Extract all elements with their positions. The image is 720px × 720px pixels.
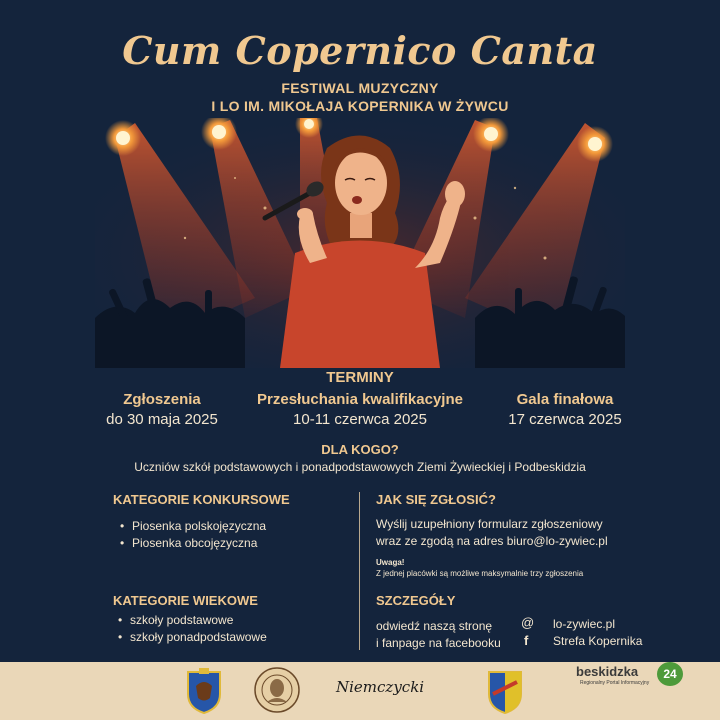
details-text <box>376 618 501 652</box>
term-date: 10-11 czerwca 2025 <box>293 411 427 428</box>
county-crest-icon <box>186 668 222 714</box>
age-categories-list <box>116 613 267 647</box>
list-item: • Piosenka polskojęzyczna <box>118 519 266 536</box>
school-seal-icon <box>253 666 301 714</box>
town-crest-icon <box>487 668 523 714</box>
how-to-apply-text <box>376 516 696 550</box>
facebook-icon: f <box>524 633 529 648</box>
sponsor-script-logo: Niemczycki <box>336 678 425 696</box>
festival-subtitle-line1: FESTIWAL MUZYCZNY <box>281 80 439 96</box>
term-final-gala <box>495 391 635 428</box>
singer-illustration <box>95 118 625 368</box>
list-item: • szkoły podstawowe <box>116 613 267 630</box>
audience-text: Uczniów szkół podstawowych i ponadpodstawowych Ziemi Żywieckiej i Podbeskidzia <box>134 460 586 474</box>
term-auditions <box>235 391 485 428</box>
contest-categories-list <box>118 519 266 553</box>
note-text: Z jednej placówki są możliwe maksymalnie trzy zgłoszenia <box>376 569 584 578</box>
portal-logo-subtitle: Regionalny Portal Informacyjny <box>580 680 650 686</box>
list-item: • szkoły ponadpodstawowe <box>116 630 267 647</box>
sponsor-footer <box>0 662 720 720</box>
festival-title: Cum Copernico Canta <box>122 28 598 73</box>
details-line1: odwiedź naszą stronę <box>376 619 493 633</box>
terms-heading: TERMINY <box>326 369 394 386</box>
audience-heading: DLA KOGO? <box>321 442 399 457</box>
website-link[interactable]: lo-zywiec.pl <box>553 617 616 631</box>
term-applications <box>92 391 232 428</box>
fanpage-link[interactable]: Strefa Kopernika <box>553 634 643 648</box>
festival-subtitle-line2: I LO IM. MIKOŁAJA KOPERNIKA W ŻYWCU <box>211 98 509 114</box>
term-date: do 30 maja 2025 <box>106 411 218 428</box>
term-label: Gala finałowa <box>516 391 614 408</box>
contest-categories-heading: KATEGORIE KONKURSOWE <box>113 492 290 507</box>
age-categories-heading: KATEGORIE WIEKOWE <box>113 593 258 608</box>
how-to-apply-heading: JAK SIĘ ZGŁOSIĆ? <box>376 492 496 507</box>
details-heading: SZCZEGÓŁY <box>376 593 456 608</box>
column-divider <box>359 492 360 650</box>
term-label: Zgłoszenia <box>123 391 201 408</box>
term-date: 17 czerwca 2025 <box>508 411 622 428</box>
term-label: Przesłuchania kwalifikacyjne <box>257 391 463 408</box>
details-line2: i fanpage na facebooku <box>376 636 501 650</box>
at-icon: @ <box>521 615 535 630</box>
portal-logo-text: beskidzka <box>576 664 639 679</box>
how-to-apply-line2: wraz ze zgodą na adres biuro@lo-zywiec.pl <box>376 534 608 548</box>
portal-logo-badge: 24 <box>657 662 683 686</box>
note-heading: Uwaga! <box>376 558 405 567</box>
list-item: • Piosenka obcojęzyczna <box>118 536 266 553</box>
how-to-apply-line1: Wyślij uzupełniony formularz zgłoszeniowy <box>376 517 603 531</box>
